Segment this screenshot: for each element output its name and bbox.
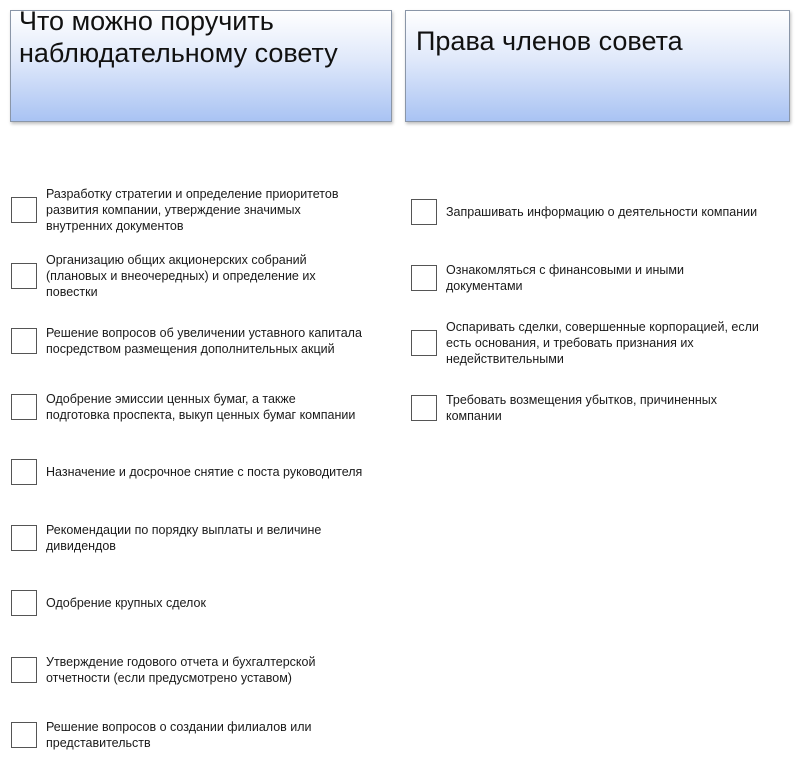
left-list-item — [11, 459, 362, 485]
left-item-text: Одобрение крупных сделок — [46, 596, 206, 610]
checkbox[interactable] — [411, 395, 437, 421]
left-item-text: Разработку стратегии и определение приоритетов развития компании, утверждение значимых внутренних документов — [46, 187, 339, 233]
checkbox[interactable] — [411, 265, 437, 291]
left-header-box — [10, 6, 392, 122]
right-item-text: Ознакомляться с финансовыми и иными документами — [446, 263, 684, 293]
right-item-text: Оспаривать сделки, совершенные корпорацией, если есть основания, и требовать признания их недействительными — [446, 320, 759, 366]
checkbox[interactable] — [11, 722, 37, 748]
left-list-item — [11, 522, 321, 554]
right-item-text: Запрашивать информацию о деятельности компании — [446, 205, 758, 219]
checkbox[interactable] — [11, 328, 37, 354]
left-item-text: Решение вопросов об увеличении уставного капитала посредством размещения дополнительных акций — [46, 326, 362, 356]
left-list-item — [11, 325, 362, 357]
right-list-item — [411, 319, 759, 367]
left-list-item — [11, 654, 315, 686]
checkbox[interactable] — [11, 263, 37, 289]
checkbox[interactable] — [11, 525, 37, 551]
right-list-item — [411, 392, 717, 424]
checkbox[interactable] — [11, 197, 37, 223]
left-header-title: Что можно поручить наблюдательному совету — [19, 6, 338, 68]
left-list-item — [11, 252, 316, 300]
checkbox[interactable] — [11, 459, 37, 485]
left-item-text: Рекомендации по порядку выплаты и величине дивидендов — [46, 523, 322, 553]
left-item-text: Одобрение эмиссии ценных бумаг, а также подготовка проспекта, выкуп ценных бумаг компании — [46, 392, 356, 422]
right-header-box — [405, 10, 790, 122]
right-header-title: Права членов совета — [416, 26, 683, 56]
left-item-text: Утверждение годового отчета и бухгалтерской отчетности (если предусмотрено уставом) — [46, 655, 316, 685]
left-item-text: Назначение и досрочное снятие с поста руководителя — [46, 465, 363, 479]
left-list-item — [11, 590, 206, 616]
checkbox[interactable] — [11, 394, 37, 420]
checkbox[interactable] — [411, 199, 437, 225]
checkbox[interactable] — [411, 330, 437, 356]
right-list-item — [411, 199, 757, 225]
left-list-item — [11, 391, 355, 423]
left-item-text: Решение вопросов о создании филиалов или представительств — [46, 720, 312, 750]
left-list-item — [11, 186, 338, 234]
checkbox[interactable] — [11, 590, 37, 616]
left-list-item — [11, 719, 312, 751]
checkbox[interactable] — [11, 657, 37, 683]
right-list-item — [411, 262, 684, 294]
left-item-text: Организацию общих акционерских собраний (плановых и внеочередных) и определение их повестки — [46, 253, 316, 299]
right-item-text: Требовать возмещения убытков, причиненных компании — [446, 393, 718, 423]
